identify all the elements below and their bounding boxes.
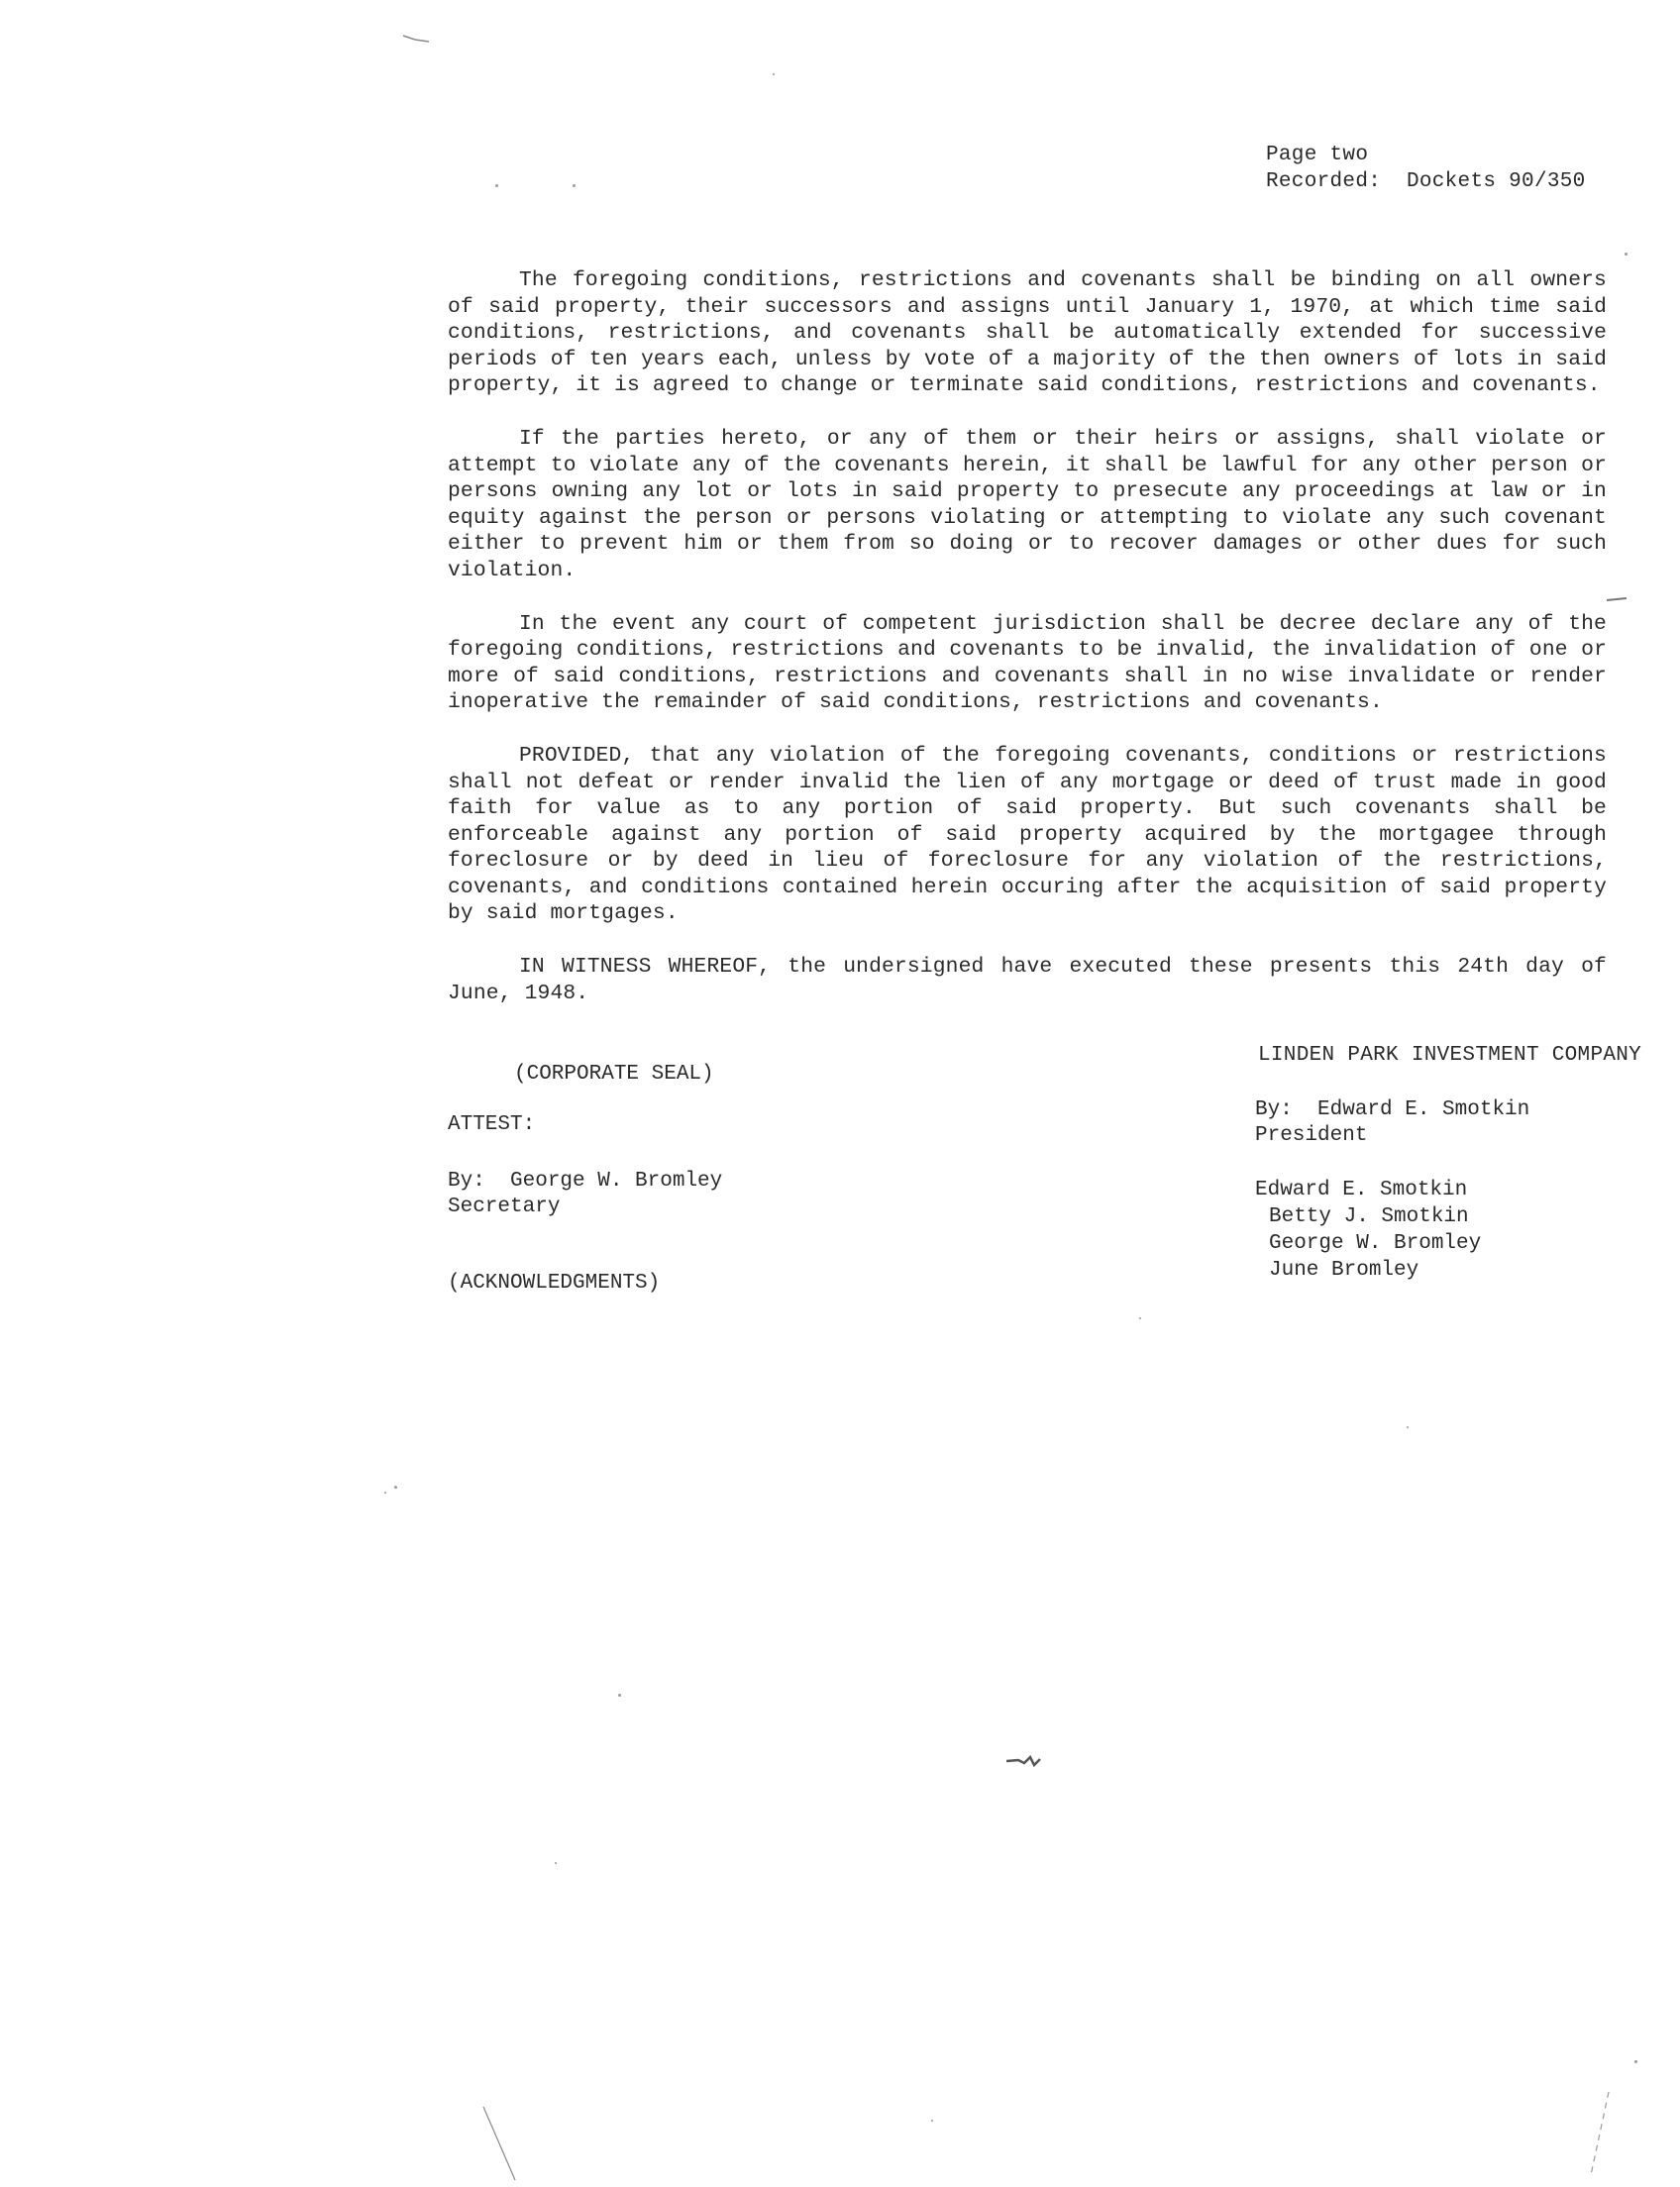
president-by-line: By: Edward E. Smotkin <box>1255 1098 1530 1121</box>
signer-name: Edward E. Smotkin <box>1255 1179 1468 1201</box>
scan-dash-mark <box>401 32 431 46</box>
scan-speck <box>384 1492 386 1494</box>
paragraph-term-extension: The foregoing conditions, restrictions and covenants shall be binding on all owners of said property, their successors and assigns until January 1, 1970, at which time said conditions, restrictions, and covenants shall be automatically extended for successive periods of ten years each, unless by vote of a majority of the then owners of lots in said property, it is agreed to change or terminate said conditions, restrictions and covenants. <box>448 268 1607 398</box>
scan-speck <box>555 1862 557 1864</box>
president-title: President <box>1255 1124 1368 1147</box>
document-body <box>448 267 1607 1033</box>
scan-smudge-mark <box>1004 1751 1044 1771</box>
corporate-seal-label: (CORPORATE SEAL) <box>514 1063 714 1086</box>
scan-speck <box>394 1486 397 1489</box>
page-header <box>1266 142 1586 195</box>
secretary-title: Secretary <box>448 1196 561 1218</box>
signers-list <box>1255 1177 1481 1284</box>
president-signature-block <box>1255 1097 1529 1149</box>
recorded-value: Dockets 90/350 <box>1406 170 1586 193</box>
attest-label: ATTEST: <box>448 1113 536 1136</box>
scan-dash-mark <box>1605 594 1628 604</box>
company-name: LINDEN PARK INVESTMENT COMPANY <box>1258 1044 1642 1067</box>
paragraph-witness: IN WITNESS WHEREOF, the undersigned have executed these presents this 24th day of June, 1948. <box>448 955 1607 1005</box>
signer-name: Betty J. Smotkin <box>1269 1205 1469 1228</box>
paragraph-enforcement: If the parties hereto, or any of them or their heirs or assigns, shall violate or attempt to violate any of the covenants herein, it shall be lawful for any other person or persons owning any lot or lots in said property to presecute any proceedings at law or in equity against the person or persons violating or attempting to violate any such covenant either to prevent him or them from so doing or to recover damages or other dues for such violation. <box>448 426 1607 582</box>
signer-name: George W. Bromley <box>1269 1232 1482 1255</box>
scan-scratch-mark <box>1585 2090 1615 2179</box>
recorded-line <box>1266 168 1586 195</box>
scan-speck <box>931 2120 933 2122</box>
paragraph-severability: In the event any court of competent jurisdiction shall be decree declare any of the foregoing conditions, restrictions and covenants to be invalid, the invalidation of one or more of said conditions, restrictions and covenants shall in no wise invalidate or render inoperative the remainder of said conditions, restrictions and covenants. <box>448 611 1607 715</box>
scan-speck <box>573 184 576 187</box>
paragraph-mortgage-proviso: PROVIDED, that any violation of the foregoing covenants, conditions or restrictions shall not defeat or render invalid the lien of any mortgage or deed of trust made in good faith for value as to any portion of said property. But such covenants shall be enforceable against any portion of said property acquired by the mortgagee through foreclosure or by deed in lieu of foreclosure for any violation of the restrictions, covenants, and conditions contained herein occuring after the acquisition of said property by said mortgages. <box>448 743 1607 926</box>
scan-speck <box>1139 1317 1141 1319</box>
scan-speck <box>1634 2060 1637 2063</box>
scan-speck <box>1407 1426 1409 1428</box>
scan-speck <box>773 73 775 75</box>
scan-speck <box>618 1694 621 1697</box>
scan-scratch-mark <box>479 2105 519 2184</box>
recorded-label: Recorded: <box>1266 170 1382 193</box>
scan-speck <box>495 184 498 187</box>
secretary-signature-block <box>448 1169 722 1220</box>
scan-speck <box>1625 253 1628 256</box>
signer-name: June Bromley <box>1269 1259 1419 1282</box>
page-number: Page two <box>1266 144 1369 166</box>
secretary-by-line: By: George W. Bromley <box>448 1170 723 1193</box>
acknowledgments-label: (ACKNOWLEDGMENTS) <box>448 1272 661 1295</box>
